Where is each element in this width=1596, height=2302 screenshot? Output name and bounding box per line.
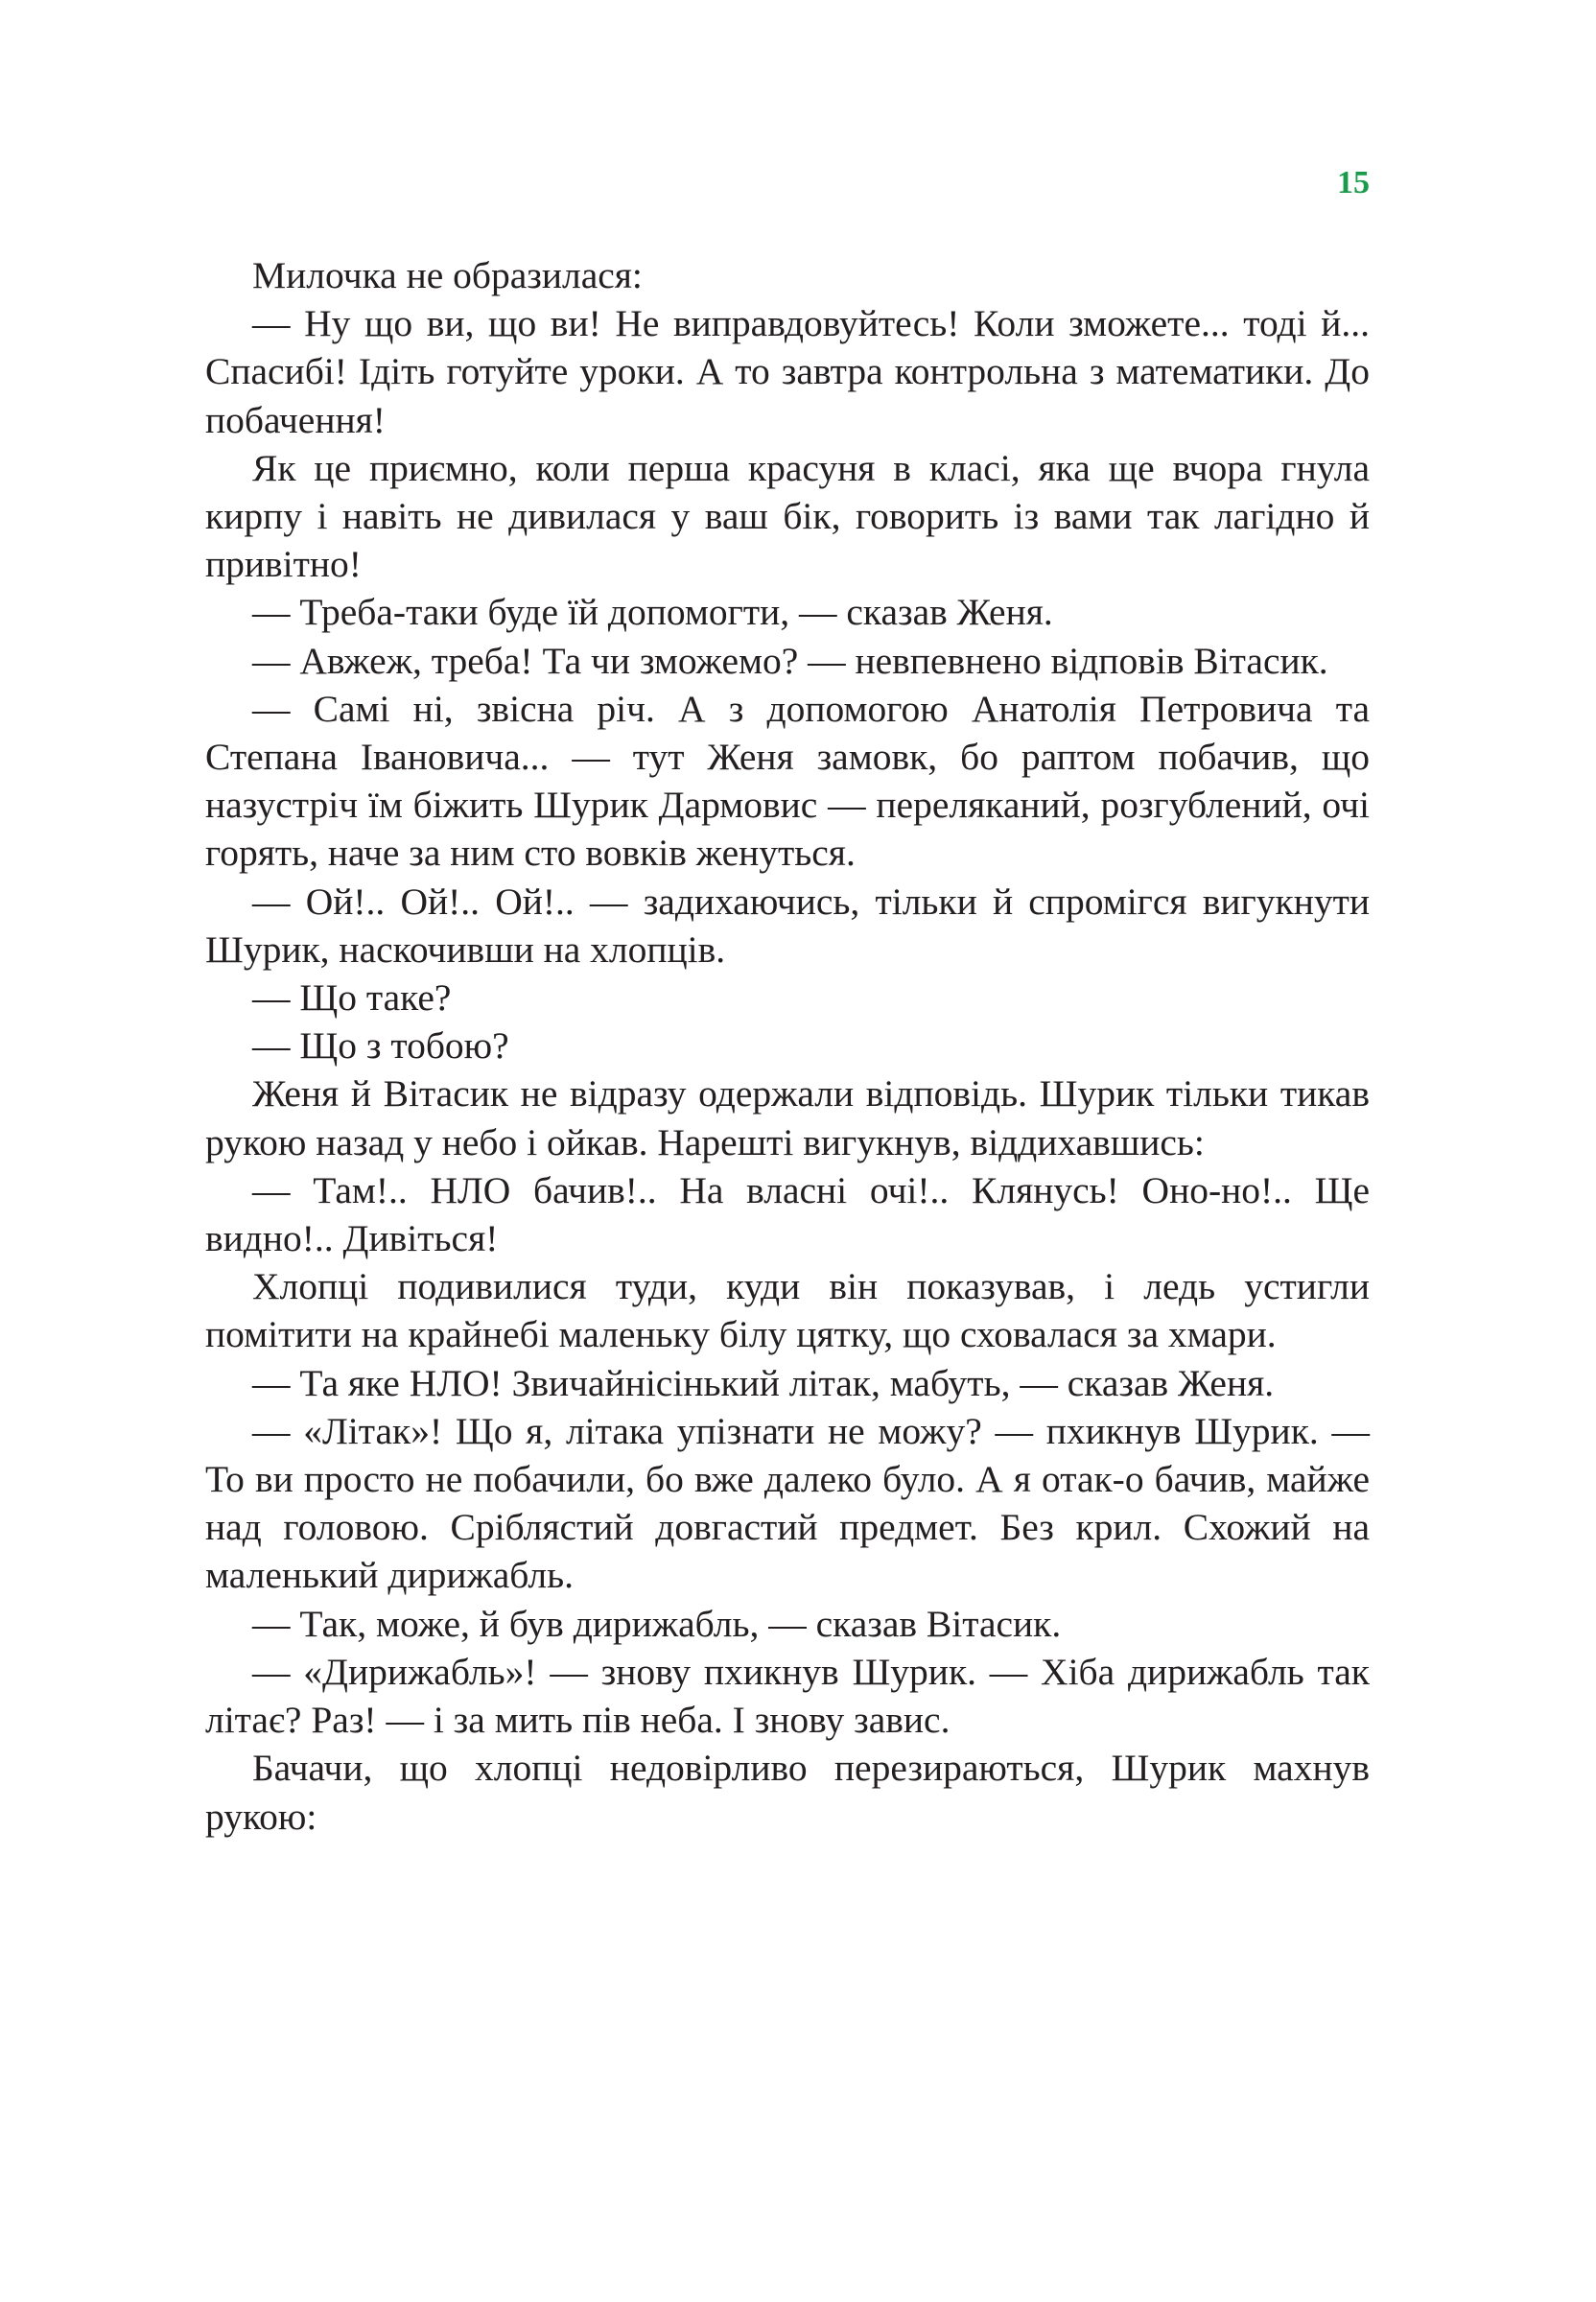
paragraph: — Ой!.. Ой!.. Ой!.. — задихаючись, тільки й спромігся вигукнути Шурик, наскочивши на хлопців. [205, 880, 1370, 971]
page-number: 15 [1337, 165, 1370, 200]
paragraph: — «Дирижабль»! — знову пхикнув Шурик. — Хіба дирижабль так літає? Раз! — і за мить пів неба. І знову завис. [205, 1650, 1370, 1742]
paragraph: Як це приємно, коли перша красуня в класі, яка ще вчора гнула кирпу і навіть не дивилася у ваш бік, говорить із вами так лагідно й привітно! [205, 446, 1370, 586]
paragraph: — Ну що ви, що ви! Не виправдовуйтесь! Коли зможете... тоді й... Спасибі! Ідіть готуйте уроки. А то завтра контрольна з математики. До побачення! [205, 302, 1370, 441]
paragraph: Бачачи, що хлопці недовірливо перезираються, Шурик махнув рукою: [205, 1747, 1370, 1838]
paragraph: — Та яке НЛО! Звичайнісінький літак, мабуть, — сказав Женя. [252, 1361, 1275, 1404]
paragraph: Хлопці подивилися туди, куди він показував, і ледь устигли помітити на крайнебі маленьку білу цятку, що сховалася за хмари. [205, 1265, 1370, 1356]
paragraph: Женя й Вітасик не відразу одержали відповідь. Шурик тільки тикав рукою назад у небо і ойкав. Нарешті вигукнув, віддихавшись: [205, 1072, 1370, 1163]
paragraph: — «Літак»! Що я, літака упізнати не можу? — пхикнув Шурик. — То ви просто не побачили, бо вже далеко було. А я отак-о бачив, майже над головою. Сріблястий довгастий предмет. Без крил. Схожий на маленький дирижабль. [205, 1409, 1370, 1597]
body-text [205, 251, 1370, 1841]
paragraph: — Самі ні, звісна річ. А з допомогою Анатолія Петровича та Степана Івановича... — тут Женя замовк, бо раптом побачив, що назустріч їм біжить Шурик Дармовис — переляканий, розгублений, очі горять, наче за ним сто вовків женуться. [205, 687, 1370, 875]
paragraph: — Треба-таки буде їй допомогти, — сказав Женя. [252, 591, 1053, 634]
paragraph: — Авжеж, треба! Та чи зможемо? — невпевнено відповів Вітасик. [252, 639, 1328, 682]
paragraph: — Що з тобою? [252, 1024, 509, 1068]
paragraph: — Там!.. НЛО бачив!.. На власні очі!.. Клянусь! Оно-но!.. Ще видно!.. Дивіться! [205, 1168, 1370, 1260]
paragraph: Милочка не образилася: [252, 254, 643, 296]
paragraph: — Що таке? [252, 976, 452, 1020]
paragraph: — Так, може, й був дирижабль, — сказав Вітасик. [252, 1602, 1062, 1645]
